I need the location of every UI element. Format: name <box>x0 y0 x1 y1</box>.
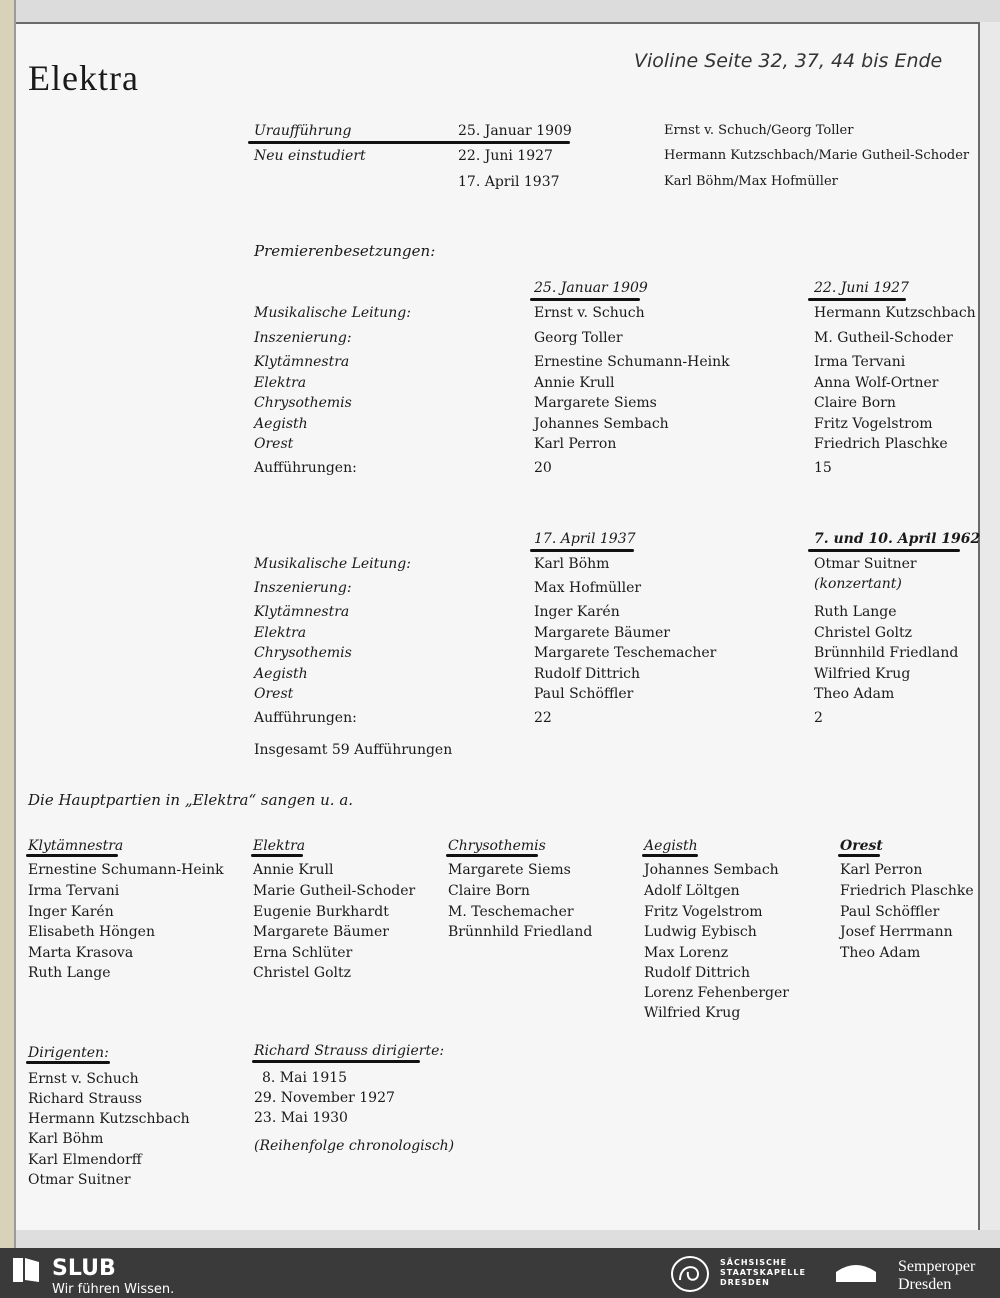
heading-underline <box>252 1060 420 1063</box>
role-underline <box>838 854 880 857</box>
block1-col1-value: 20 <box>534 460 552 476</box>
role-label: Orest <box>254 686 294 702</box>
singer-name: Theo Adam <box>840 945 921 961</box>
role-label: Aufführungen: <box>254 460 357 476</box>
history-date: 22. Juni 1927 <box>458 148 553 164</box>
strauss-heading: Richard Strauss dirigierte: <box>254 1043 445 1059</box>
strauss-date: 29. November 1927 <box>254 1090 395 1106</box>
premieres-heading: Premierenbesetzungen: <box>254 242 436 260</box>
history-underline <box>248 141 570 144</box>
block1-col2-value: Claire Born <box>814 395 896 411</box>
singer-name: Fritz Vogelstrom <box>644 904 763 920</box>
singer-name: Ludwig Eybisch <box>644 924 757 940</box>
block2-col1-value: Rudolf Dittrich <box>534 666 641 682</box>
strauss-note: (Reihenfolge chronologisch) <box>254 1138 455 1154</box>
singer-name: Margarete Siems <box>448 862 571 878</box>
singer-name: Adolf Löltgen <box>644 883 740 899</box>
singer-name: Johannes Sembach <box>644 862 779 878</box>
block2-col1-value: Max Hofmüller <box>534 580 642 596</box>
singer-name: Brünnhild Friedland <box>448 924 593 940</box>
scan-bottom-margin <box>16 1230 1000 1248</box>
block2-col2-value: Ruth Lange <box>814 604 897 620</box>
role-underline <box>446 854 538 857</box>
staatskapelle-name: SÄCHSISCHE STAATSKAPELLE DRESDEN <box>720 1258 806 1287</box>
block1-col2-value: Hermann Kutzschbach <box>814 305 976 321</box>
conductor-name: Hermann Kutzschbach <box>28 1111 190 1127</box>
semperoper-line1: Semperoper <box>898 1258 976 1275</box>
singer-name: Irma Tervani <box>28 883 120 899</box>
conductor-name: Karl Böhm <box>28 1131 104 1147</box>
strauss-date: 8. Mai 1915 <box>262 1070 348 1086</box>
block2-col1-value: Margarete Teschemacher <box>534 645 717 661</box>
singer-name: Christel Goltz <box>253 965 352 981</box>
conductors-heading: Dirigenten: <box>28 1045 109 1061</box>
slub-logo-icon <box>10 1254 42 1286</box>
staatskapelle-logo-icon <box>668 1254 712 1294</box>
role-label: Aegisth <box>254 666 308 682</box>
singers-heading: Die Hauptpartien in „Elektra“ sangen u. a. <box>28 791 354 809</box>
block2-col2-value: Wilfried Krug <box>814 666 911 682</box>
semperoper-logo-icon <box>834 1260 878 1284</box>
block2-col2-header: 7. und 10. April 1962 <box>814 531 981 547</box>
block1-col2-value: Irma Tervani <box>814 354 906 370</box>
history-date: 17. April 1937 <box>458 174 560 190</box>
block1-col1-value: Ernst v. Schuch <box>534 305 645 321</box>
block1-col1-header: 25. Januar 1909 <box>534 280 648 296</box>
role-label: Elektra <box>254 625 307 641</box>
singer-name: Max Lorenz <box>644 945 729 961</box>
role-label: Klytämnestra <box>254 604 350 620</box>
history-label: Uraufführung <box>254 123 352 139</box>
singer-name: Lorenz Fehenberger <box>644 985 789 1001</box>
history-date: 25. Januar 1909 <box>458 123 572 139</box>
history-people: Hermann Kutzschbach/Marie Gutheil-Schoder <box>664 148 970 163</box>
role-label: Aufführungen: <box>254 710 357 726</box>
singer-role: Elektra <box>253 838 306 854</box>
block1-col1-value: Annie Krull <box>534 375 615 391</box>
singer-name: Ernestine Schumann-Heink <box>28 862 224 878</box>
block2-col1-header: 17. April 1937 <box>534 531 636 547</box>
footer-bar <box>0 1248 1000 1298</box>
singer-name: Eugenie Burkhardt <box>253 904 389 920</box>
block1-col2-value: 15 <box>814 460 832 476</box>
role-label: Inszenierung: <box>254 330 352 346</box>
conductor-name: Karl Elmendorff <box>28 1152 142 1168</box>
singer-name: Wilfried Krug <box>644 1005 741 1021</box>
block1-col2-value: Fritz Vogelstrom <box>814 416 933 432</box>
role-label: Orest <box>254 436 294 452</box>
block2-col2-value: Christel Goltz <box>814 625 913 641</box>
block1-col1-value: Margarete Siems <box>534 395 657 411</box>
scan-top-margin <box>16 0 1000 22</box>
singer-role: Aegisth <box>644 838 698 854</box>
slub-name: SLUB <box>52 1256 116 1281</box>
role-underline <box>26 854 118 857</box>
singer-name: Claire Born <box>448 883 530 899</box>
strauss-date: 23. Mai 1930 <box>254 1110 348 1126</box>
block1-col1-value: Johannes Sembach <box>534 416 669 432</box>
role-label: Chrysothemis <box>254 645 352 661</box>
binder-edge <box>0 0 14 1248</box>
singer-name: M. Teschemacher <box>448 904 574 920</box>
total-performances: Insgesamt 59 Aufführungen <box>254 742 453 758</box>
singer-name: Friedrich Plaschke <box>840 883 974 899</box>
slub-tagline: Wir führen Wissen. <box>52 1282 175 1297</box>
singer-name: Rudolf Dittrich <box>644 965 751 981</box>
block2-col2-value: Otmar Suitner <box>814 556 917 572</box>
singer-name: Marie Gutheil-Schoder <box>253 883 416 899</box>
header-underline <box>808 549 960 552</box>
block2-col1-value: Margarete Bäumer <box>534 625 670 641</box>
role-underline <box>251 854 303 857</box>
singer-name: Erna Schlüter <box>253 945 353 961</box>
header-underline <box>530 298 640 301</box>
block1-col1-value: Karl Perron <box>534 436 617 452</box>
role-label: Aegisth <box>254 416 308 432</box>
block2-col1-value: 22 <box>534 710 552 726</box>
block1-col2-value: M. Gutheil-Schoder <box>814 330 953 346</box>
block2-col1-value: Karl Böhm <box>534 556 610 572</box>
history-label: Neu einstudiert <box>254 148 366 164</box>
role-label: Chrysothemis <box>254 395 352 411</box>
header-underline <box>530 549 634 552</box>
singer-name: Paul Schöffler <box>840 904 940 920</box>
singer-name: Inger Karén <box>28 904 114 920</box>
singer-name: Margarete Bäumer <box>253 924 389 940</box>
block2-col1-value: Paul Schöffler <box>534 686 634 702</box>
block1-col2-value: Anna Wolf-Ortner <box>814 375 939 391</box>
handwritten-note: Violine Seite 32, 37, 44 bis Ende <box>634 50 943 72</box>
conductor-name: Ernst v. Schuch <box>28 1071 139 1087</box>
singer-name: Ruth Lange <box>28 965 111 981</box>
semperoper-line2: Dresden <box>898 1276 952 1293</box>
history-people: Ernst v. Schuch/Georg Toller <box>664 123 854 138</box>
singer-name: Karl Perron <box>840 862 923 878</box>
block2-col2-value: (konzertant) <box>814 576 902 592</box>
singer-name: Elisabeth Höngen <box>28 924 155 940</box>
singer-role: Klytämnestra <box>28 838 124 854</box>
heading-underline <box>26 1061 110 1064</box>
page-title: Elektra <box>28 58 139 98</box>
role-label: Musikalische Leitung: <box>254 556 411 572</box>
singer-name: Josef Herrmann <box>840 924 953 940</box>
block1-col1-value: Georg Toller <box>534 330 623 346</box>
role-label: Elektra <box>254 375 307 391</box>
block2-col1-value: Inger Karén <box>534 604 620 620</box>
conductor-name: Otmar Suitner <box>28 1172 131 1188</box>
singer-role: Chrysothemis <box>448 838 546 854</box>
block2-col2-value: 2 <box>814 710 823 726</box>
history-people: Karl Böhm/Max Hofmüller <box>664 174 838 189</box>
role-label: Musikalische Leitung: <box>254 305 411 321</box>
role-label: Inszenierung: <box>254 580 352 596</box>
role-label: Klytämnestra <box>254 354 350 370</box>
role-underline <box>642 854 698 857</box>
singer-name: Annie Krull <box>253 862 334 878</box>
singer-name: Marta Krasova <box>28 945 134 961</box>
header-underline <box>808 298 906 301</box>
singer-role: Orest <box>840 838 883 854</box>
block1-col2-header: 22. Juni 1927 <box>814 280 909 296</box>
conductor-name: Richard Strauss <box>28 1091 142 1107</box>
semperoper-name <box>898 1258 975 1294</box>
block2-col2-value: Theo Adam <box>814 686 895 702</box>
block1-col2-value: Friedrich Plaschke <box>814 436 948 452</box>
block2-col2-value: Brünnhild Friedland <box>814 645 959 661</box>
block1-col1-value: Ernestine Schumann-Heink <box>534 354 730 370</box>
